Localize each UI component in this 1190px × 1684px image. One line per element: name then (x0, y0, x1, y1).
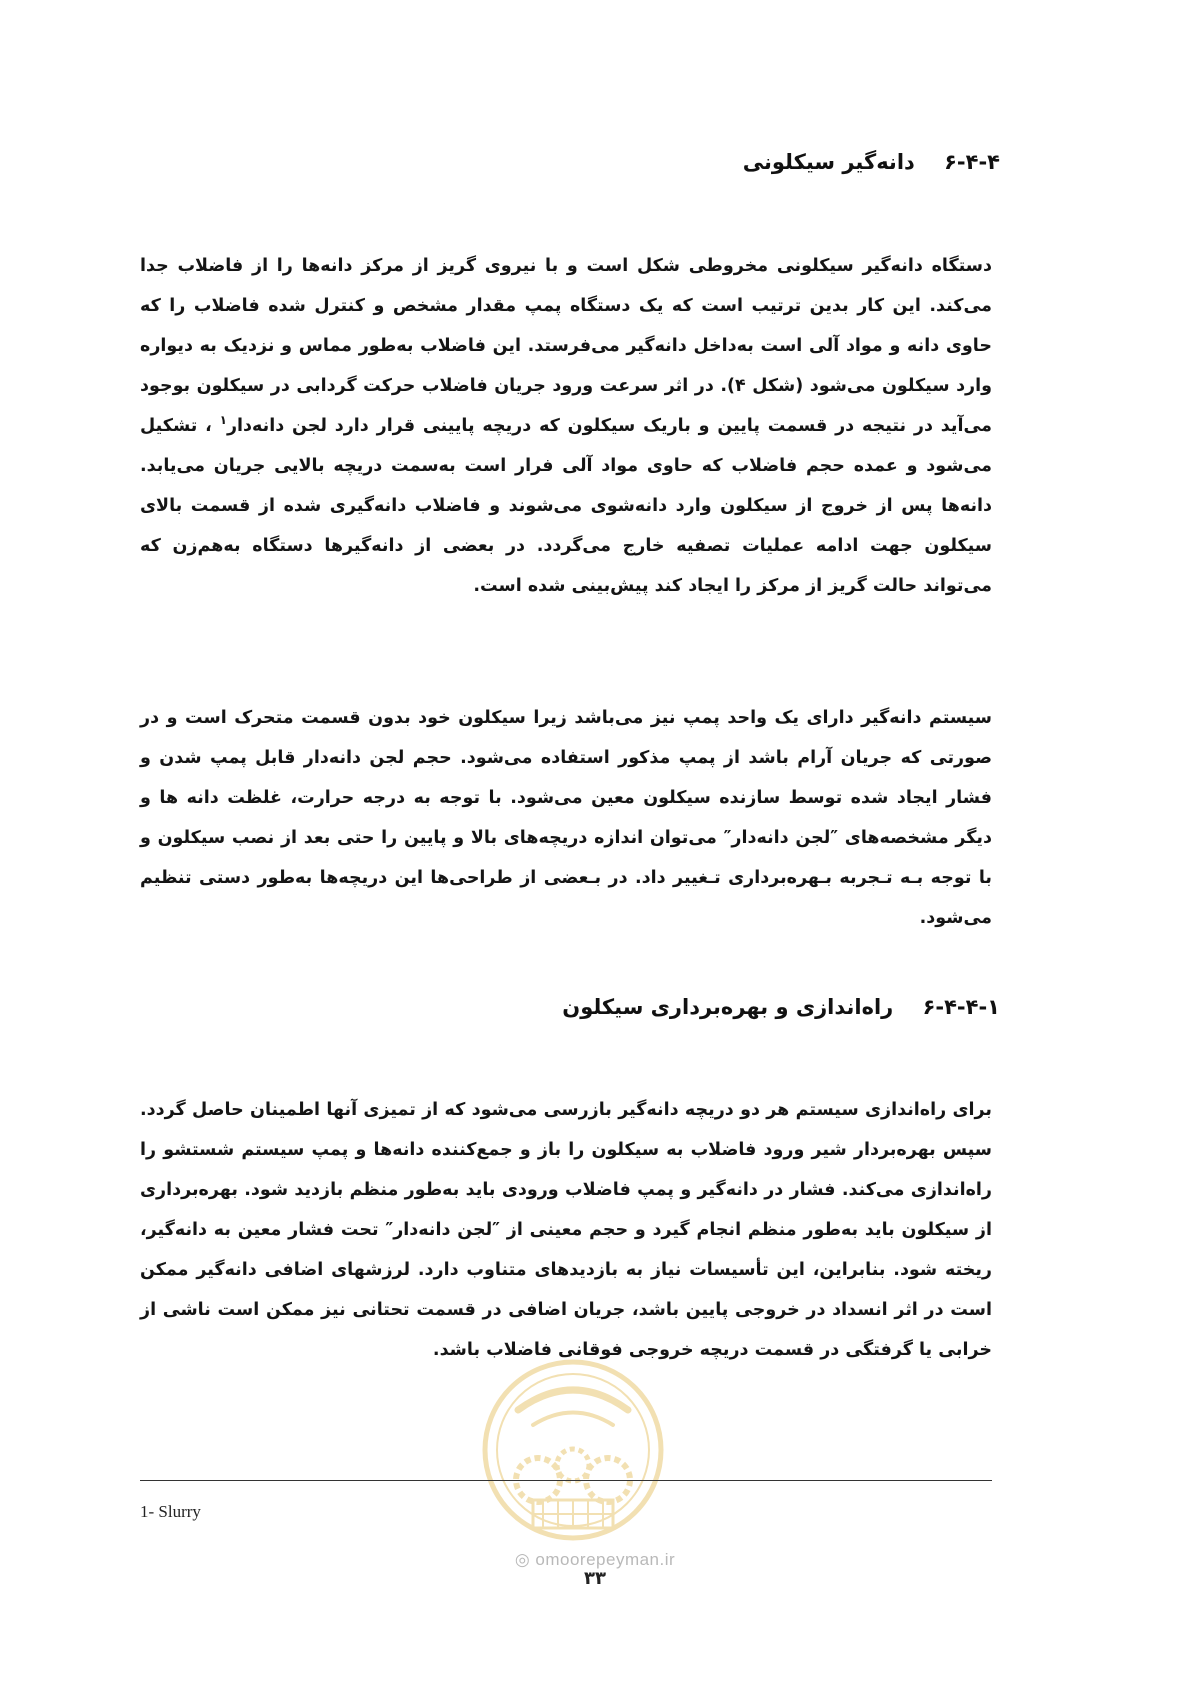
watermark-url (0, 1550, 1190, 1570)
subsection-heading (562, 995, 1000, 1019)
section-heading (743, 150, 1000, 174)
footnote-text: 1- Slurry (140, 1502, 201, 1521)
paragraph-2: سیستم دانه‌گیر دارای یک واحد پمپ نیز می‌باشد زیرا سیکلون خود بدون قسمت متحرک است و در صورتی که جریان آرام باشد از پمپ مذکور استفاده می‌شود. حجم لجن دانه‌دار قابل پمپ شدن و فشار ایجاد شده توسط سازنده سیکلون معین می‌شود. با توجه به درجه حرارت، غلظت دانه ها و دیگر مشخصه‌های ″لجن دانه‌دار″ می‌توان اندازه دریچه‌های بالا و پایین را حتی بعد از نصب سیکلون و با توجه بـه تـجربه بـهره‌برداری تـغییر داد. در بـعضی از طراحی‌ها این دریچه‌ها به‌طور دستی تنظیم می‌شود. (140, 708, 992, 928)
page-number: ۳۳ (584, 1568, 606, 1589)
watermark-url-text: omoorepeyman.ir (535, 1550, 676, 1569)
section-number: ۶-۴-۴ (944, 150, 1000, 174)
footnote-divider (140, 1480, 992, 1481)
paragraph-3: برای راه‌اندازی سیستم هر دو دریچه دانه‌گیر بازرسی می‌شود که از تمیزی آنها اطمینان حاصل گردد. سپس بهره‌بردار شیر ورود فاضلاب به سیکلون را باز و جمع‌کننده دانه‌ها و پمپ سیستم شستشو را راه‌اندازی می‌کند. فشار در دانه‌گیر و پمپ فاضلاب ورودی باید به‌طور منظم بازدید شود. بهره‌برداری از سیکلون باید به‌طور منظم انجام گیرد و حجم معینی از ″لجن دانه‌دار″ تحت فشار معین به دانه‌گیر، ریخته شود. بنابراین، این تأسیسات نیاز به بازدیدهای متناوب دارد. لرزشهای اضافی دانه‌گیر ممکن است در اثر انسداد در خروجی پایین باشد، جریان اضافی در قسمت تحتانی نیز ممکن است ناشی از خرابی یا گرفتگی در قسمت دریچه خروجی فوقانی فاضلاب باشد. (140, 1100, 992, 1360)
subsection-number: ۶-۴-۴-۱ (922, 995, 1000, 1019)
paragraph-1 (140, 246, 992, 606)
subsection-title: راه‌اندازی و بهره‌برداری سیکلون (562, 995, 894, 1019)
paragraph-1-part-a: دستگاه دانه‌گیر سیکلونی مخروطی شکل است و با نیروی گریز از مرکز دانه‌ها را از فاضلاب جدا می‌کند. این کار بدین ترتیب است که یک دستگاه پمپ مقدار مشخص و کنترل شده فاضلاب را که حاوی دانه و مواد آلی است به‌داخل دانه‌گیر می‌فرستد. این فاضلاب به‌طور مماس و نزدیک به دیواره وارد سیکلون می‌شود (شکل ۴). در اثر سرعت ورود جریان فاضلاب حرکت گردابی در سیکلون بوجود می‌آید در نتیجه در قسمت پایین و باریک سیکلون که دریچه پایینی قرار دارد لجن دانه‌دار (140, 256, 992, 436)
footnote-marker: ۱ (219, 413, 227, 428)
watermark-seal-icon (478, 1350, 668, 1550)
paragraph-1-part-b: ، تشکیل می‌شود و عمده حجم فاضلاب که حاوی مواد آلی فرار است به‌سمت دریچه بالایی جریان می‌یابد. دانه‌ها پس از خروج از سیکلون وارد دانه‌شوی می‌شوند و فاضلاب دانه‌گیری شده از قسمت بالای سیکلون جهت ادامه عملیات تصفیه خارج می‌گردد. در بعضی از دانه‌گیرها دستگاه به‌هم‌زن که می‌تواند حالت گریز از مرکز را ایجاد کند پیش‌بینی شده است. (140, 416, 992, 596)
watermark-globe-icon: ◎ (514, 1550, 531, 1569)
section-title: دانه‌گیر سیکلونی (742, 150, 915, 174)
